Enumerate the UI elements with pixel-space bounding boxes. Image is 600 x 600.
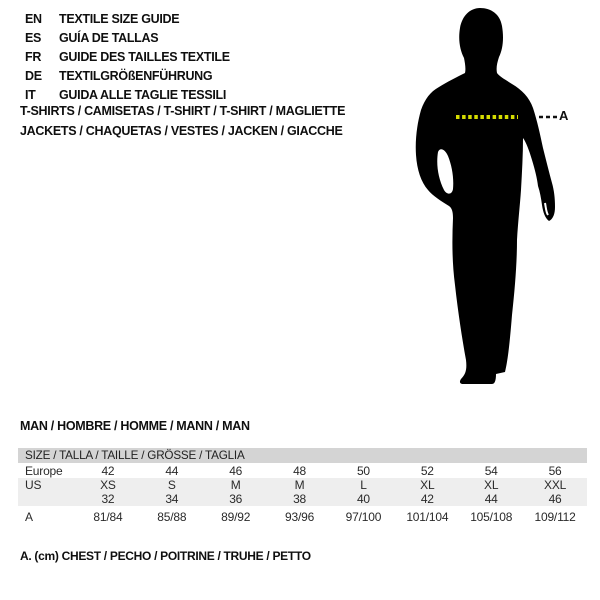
size-cell: M	[230, 478, 241, 492]
size-cell: 56	[548, 463, 562, 478]
language-row	[25, 47, 230, 66]
size-cell: 46	[229, 463, 243, 478]
language-code: FR	[25, 49, 42, 64]
size-cell: 105/108	[470, 509, 513, 524]
language-label: GUIDA ALLE TAGLIE TESSILI	[59, 87, 227, 102]
size-cell: 38	[293, 492, 307, 506]
size-cell: XL	[420, 478, 435, 492]
language-label: GUÍA DE TALLAS	[59, 30, 159, 45]
table-row-us-numeric	[18, 492, 587, 506]
language-code: EN	[25, 11, 42, 26]
size-cell: 97/100	[345, 509, 382, 524]
language-code: DE	[25, 68, 42, 83]
language-label: GUIDE DES TAILLES TEXTILE	[59, 49, 230, 64]
man-silhouette-icon	[400, 0, 580, 402]
man-silhouette-figure	[400, 0, 580, 402]
size-cell: 93/96	[285, 509, 315, 524]
measure-label-a: A	[559, 108, 569, 123]
language-row	[25, 66, 230, 85]
measure-footnote: A. (cm) CHEST / PECHO / POITRINE / TRUHE / PETTO	[20, 549, 311, 563]
size-cell: 48	[293, 463, 307, 478]
category-line-jackets: JACKETS / CHAQUETAS / VESTES / JACKEN / GIACCHE	[20, 123, 343, 138]
size-cell: XS	[100, 478, 116, 492]
row-label: Europe	[25, 463, 63, 478]
language-row	[25, 85, 230, 104]
table-stripe-us	[18, 478, 587, 506]
size-cell: 89/92	[221, 509, 251, 524]
section-title: MAN / HOMBRE / HOMME / MANN / MAN	[20, 419, 250, 433]
size-cell: 32	[101, 492, 115, 506]
language-code: ES	[25, 30, 42, 45]
table-row-us	[18, 478, 587, 492]
size-cell: 36	[229, 492, 243, 506]
language-row	[25, 9, 230, 28]
size-cell: 109/112	[534, 509, 576, 524]
size-cell: XL	[484, 478, 499, 492]
size-cell: XXL	[544, 478, 567, 492]
row-label: A	[25, 509, 33, 524]
size-cell: 42	[420, 492, 434, 506]
table-row-europe	[18, 463, 587, 478]
size-cell: 42	[101, 463, 115, 478]
size-cell: 85/88	[157, 509, 187, 524]
size-cell: 101/104	[406, 509, 449, 524]
language-code: IT	[25, 87, 36, 102]
size-cell: 34	[165, 492, 179, 506]
language-label: TEXTILGRÖßENFÜHRUNG	[59, 68, 213, 83]
size-table-header: SIZE / TALLA / TAILLE / GRÖSSE / TAGLIA	[18, 448, 587, 463]
size-cell: 44	[484, 492, 498, 506]
size-cell: 81/84	[93, 509, 123, 524]
language-label: TEXTILE SIZE GUIDE	[59, 11, 180, 26]
size-cell: 46	[548, 492, 562, 506]
size-cell: L	[360, 478, 367, 492]
size-cell: 40	[356, 492, 370, 506]
size-cell: 50	[356, 463, 370, 478]
row-label: US	[25, 478, 42, 492]
language-row	[25, 28, 230, 47]
size-cell: S	[167, 478, 176, 492]
size-table	[18, 448, 587, 525]
table-row-chest	[18, 506, 587, 525]
size-cell: 44	[165, 463, 179, 478]
size-cell: 52	[420, 463, 434, 478]
category-line-tshirts: T-SHIRTS / CAMISETAS / T-SHIRT / T-SHIRT / MAGLIETTE	[20, 104, 346, 118]
category-list	[20, 104, 345, 143]
language-list	[25, 9, 230, 104]
size-cell: M	[294, 478, 305, 492]
size-cell: 54	[484, 463, 498, 478]
